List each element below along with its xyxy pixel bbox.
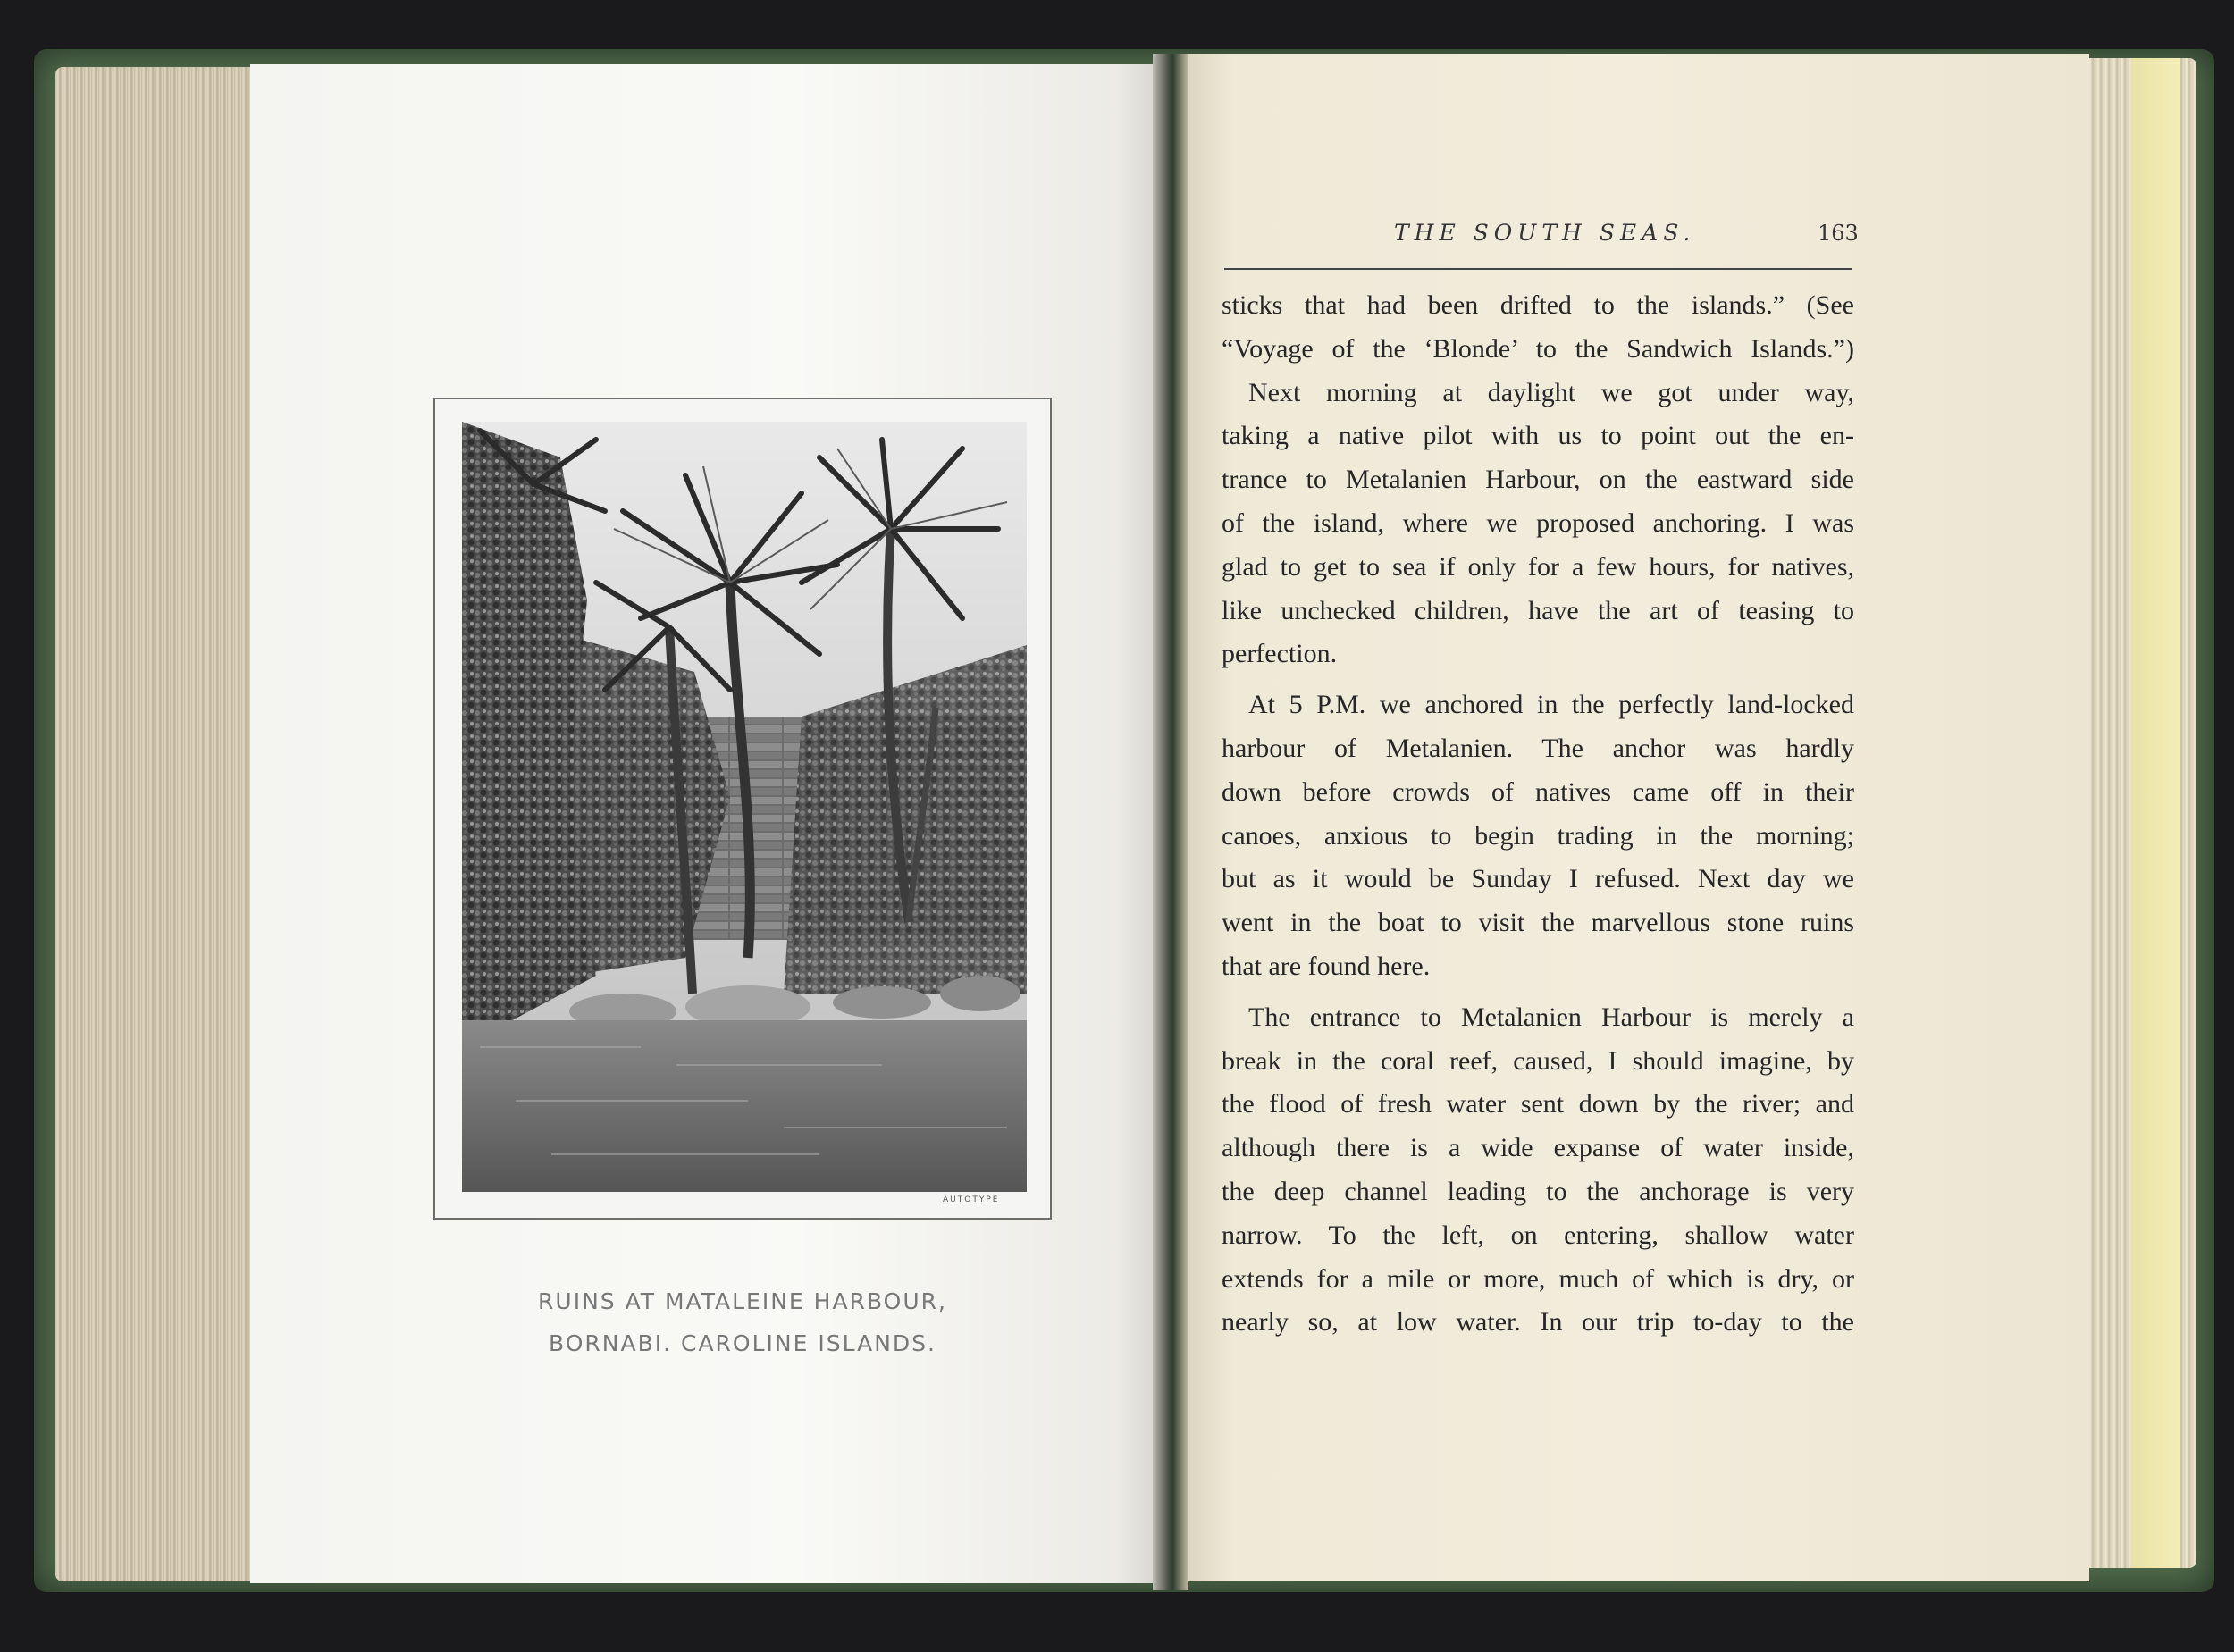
text-line: trance to Metalanien Harbour, on the eastward side: [1222, 465, 1854, 495]
text-line: like unchecked children, have the art of teasing to: [1222, 595, 1854, 625]
plate-credit: AUTOTYPE: [943, 1195, 1000, 1204]
right-page-edges-tinted: [2131, 58, 2180, 1568]
plate-photograph: [462, 422, 1027, 1192]
text-line: the flood of fresh water sent down by the river; and: [1222, 1089, 1854, 1120]
text-line: the deep channel leading to the anchorage is very: [1222, 1176, 1854, 1206]
text-line: extends for a mile or more, much of which is dry, or: [1222, 1263, 1854, 1294]
text-line: perfection.: [1222, 639, 1338, 669]
text-line: break in the coral reef, caused, I should imagine, by: [1222, 1045, 1854, 1076]
text-line: taking a native pilot with us to point out the en-: [1222, 421, 1854, 451]
text-line: went in the boat to visit the marvellous stone ruins: [1222, 908, 1854, 938]
text-line: of the island, where we proposed anchoring. I was: [1222, 507, 1854, 538]
plate-caption-line-2: BORNABI. CAROLINE ISLANDS.: [549, 1330, 936, 1356]
text-line: The entrance to Metalanien Harbour is merely a: [1248, 1002, 1854, 1032]
text-line: glad to get to sea if only for a few hours, for natives,: [1222, 551, 1854, 582]
text-line: nearly so, at low water. In our trip to-day to the: [1222, 1307, 1854, 1338]
text-line: sticks that had been drifted to the islands.” (See: [1222, 290, 1854, 320]
plate-caption-line-1: RUINS AT MATALEINE HARBOUR,: [538, 1288, 947, 1314]
text-line: At 5 P.M. we anchored in the perfectly land-locked: [1248, 690, 1854, 720]
text-line: Next morning at daylight we got under way,: [1248, 377, 1854, 407]
body-text: [1222, 284, 1854, 1345]
book-gutter: [1153, 54, 1188, 1590]
text-line: “Voyage of the ‘Blonde’ to the Sandwich Islands.”): [1222, 333, 1854, 364]
text-line: harbour of Metalanien. The anchor was hardly: [1222, 733, 1854, 763]
page-number: 163: [1818, 221, 1859, 246]
running-head: THE SOUTH SEAS.: [1394, 220, 1696, 246]
header-rule: [1224, 268, 1852, 270]
text-line: narrow. To the left, on entering, shallow water: [1222, 1220, 1854, 1250]
left-page-edges: [55, 67, 256, 1581]
text-line: that are found here.: [1222, 951, 1431, 981]
text-line: although there is a wide expanse of water inside,: [1222, 1133, 1854, 1163]
text-line: but as it would be Sunday I refused. Next day we: [1222, 864, 1854, 894]
text-line: canoes, anxious to begin trading in the morning;: [1222, 820, 1854, 851]
text-line: down before crowds of natives came off in their: [1222, 776, 1854, 807]
